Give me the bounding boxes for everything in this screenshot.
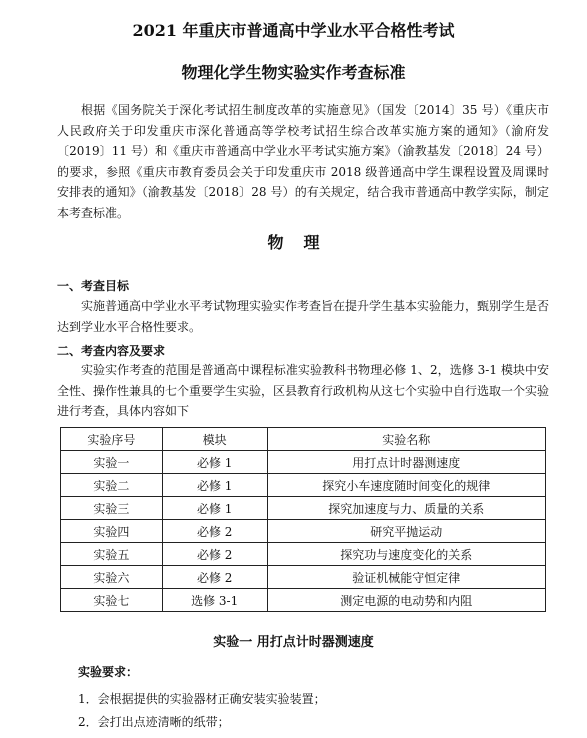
document-subtitle: 物理化学生物实验实作考查标准	[181, 63, 406, 82]
table-cell: 用打点计时器测速度	[267, 451, 545, 474]
table-row	[61, 566, 546, 589]
table-row	[61, 474, 546, 497]
subject-heading: 物理	[267, 233, 340, 252]
section-heading-objective: 一、考查目标	[57, 279, 130, 293]
table-cell: 探究功与速度变化的关系	[267, 543, 545, 566]
table-cell: 实验六	[61, 566, 163, 589]
table-cell: 实验五	[61, 543, 163, 566]
requirement-item: 1．会根据提供的实验器材正确安装实验装置；	[78, 692, 326, 706]
table-cell: 研究平抛运动	[267, 520, 545, 543]
table-cell: 必修 1	[162, 451, 267, 474]
table-cell: 实验三	[61, 497, 163, 520]
table-cell: 必修 2	[162, 520, 267, 543]
requirements-label: 实验要求：	[78, 665, 139, 679]
table-row	[61, 543, 546, 566]
table-cell: 必修 2	[162, 566, 267, 589]
table-cell: 测定电源的电动势和内阻	[267, 589, 545, 612]
table-cell: 实验一	[61, 451, 163, 474]
table-row	[61, 451, 546, 474]
document-title: 2021 年重庆市普通高中学业水平合格性考试	[132, 21, 455, 40]
section-heading-content: 二、考查内容及要求	[57, 344, 166, 358]
experiment-table	[60, 427, 546, 612]
section-text-objective: 实施普通高中学业水平考试物理实验实作考查旨在提升学生基本实验能力，甄别学生是否达到学业水平合格性要求。	[57, 299, 550, 334]
table-row	[61, 589, 546, 612]
table-row	[61, 520, 546, 543]
table-cell: 必修 2	[162, 543, 267, 566]
experiment-title: 实验一 用打点计时器测速度	[213, 635, 374, 650]
table-row	[61, 497, 546, 520]
table-cell: 实验四	[61, 520, 163, 543]
table-header-cell: 实验序号	[61, 428, 163, 451]
table-header-row	[61, 428, 546, 451]
table-cell: 探究小车速度随时间变化的规律	[267, 474, 545, 497]
table-cell: 验证机械能守恒定律	[267, 566, 545, 589]
table-cell: 必修 1	[162, 497, 267, 520]
table-cell: 实验二	[61, 474, 163, 497]
table-cell: 选修 3-1	[162, 589, 267, 612]
table-cell: 必修 1	[162, 474, 267, 497]
requirement-item: 2．会打出点迹清晰的纸带；	[78, 715, 230, 729]
table-cell: 实验七	[61, 589, 163, 612]
table-header-cell: 实验名称	[267, 428, 545, 451]
table-cell: 探究加速度与力、质量的关系	[267, 497, 545, 520]
intro-paragraph: 根据《国务院关于深化考试招生制度改革的实施意见》（国发〔2014〕35 号）《重庆市人民政府关于印发重庆市深化普通高等学校考试招生综合改革实施方案的通知》（渝府发〔2019〕11 号）和《重庆市普通高中学业水平考试实施方案》（渝教基发〔2018〕24 号）的要求，参照《重庆市教育委员会关于印发重庆市 2018 级普通高中学生课程设置及周课时安排表的通知》（渝教基发〔2018〕28 号）的有关规定，结合我市普通高中教学实际，制定本考查标准。	[57, 103, 549, 220]
section-text-content: 实验实作考查的范围是普通高中课程标准实验教科书物理必修 1、2，选修 3-1 模块中安全性、操作性兼具的七个重要学生实验，区县教育行政机构从这七个实验中自行选取一个实验进行考查，具体内容如下	[57, 363, 550, 419]
table-header-cell: 模块	[162, 428, 267, 451]
